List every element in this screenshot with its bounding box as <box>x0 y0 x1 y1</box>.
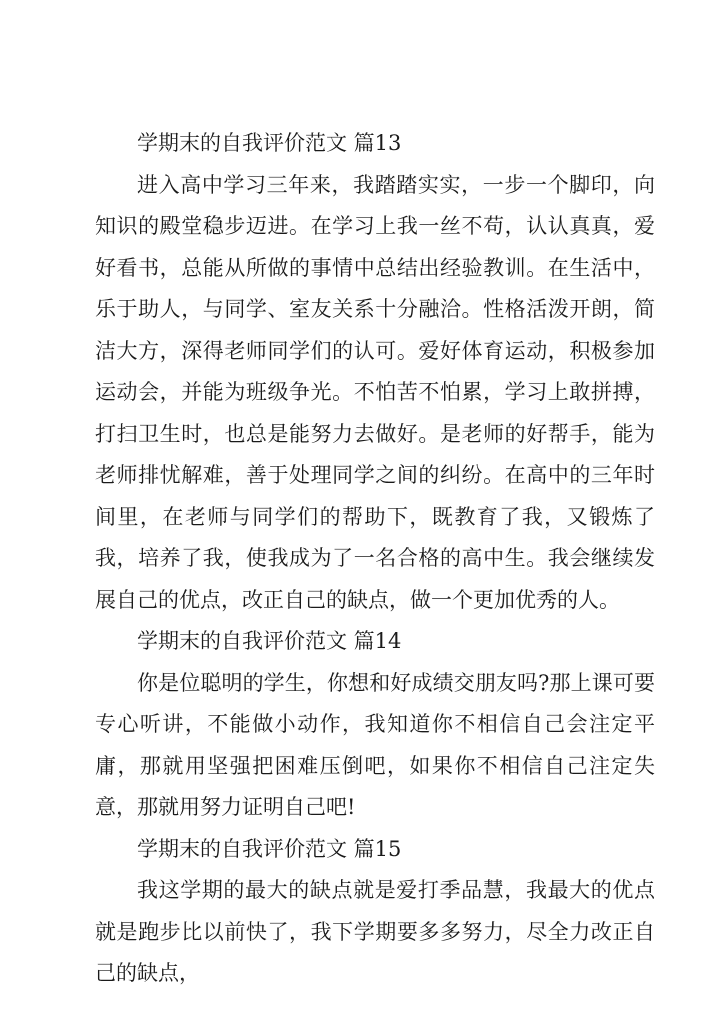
section-body-14: 你是位聪明的学生，你想和好成绩交朋友吗?那上课可要专心听讲，不能做小动作，我知道你不相信自己会注定平庸，那就用坚强把困难压倒吧，如果你不相信自己注定失意，那就用努力证明自己吧! <box>95 670 655 819</box>
section-heading-15: 学期末的自我评价范文 篇15 <box>137 836 402 861</box>
section-body-13: 进入高中学习三年来，我踏踏实实，一步一个脚印，向知识的殿堂稳步迈进。在学习上我一丝不苟，认认真真，爱好看书，总能从所做的事情中总结出经验教训。在生活中，乐于助人，与同学、室友关系十分融洽。性格活泼开朗，简洁大方，深得老师同学们的认可。爱好体育运动，积极参加运动会，并能为班级争光。不怕苦不怕累，学习上敢拼搏，打扫卫生时，也总是能努力去做好。是老师的好帮手，能为老师排忧解难，善于处理同学之间的纠纷。在高中的三年时间里，在老师与同学们的帮助下，既教育了我，又锻炼了我，培养了我，使我成为了一名合格的高中生。我会继续发展自己的优点，改正自己的缺点，做一个更加优秀的人。 <box>95 172 655 612</box>
section-body-15: 我这学期的最大的缺点就是爱打季品慧，我最大的优点就是跑步比以前快了，我下学期要多多努力，尽全力改正自己的缺点， <box>95 878 655 985</box>
document-content <box>95 123 655 995</box>
section-heading-13: 学期末的自我评价范文 篇13 <box>137 131 402 155</box>
section-heading-14: 学期末的自我评价范文 篇14 <box>137 629 402 653</box>
